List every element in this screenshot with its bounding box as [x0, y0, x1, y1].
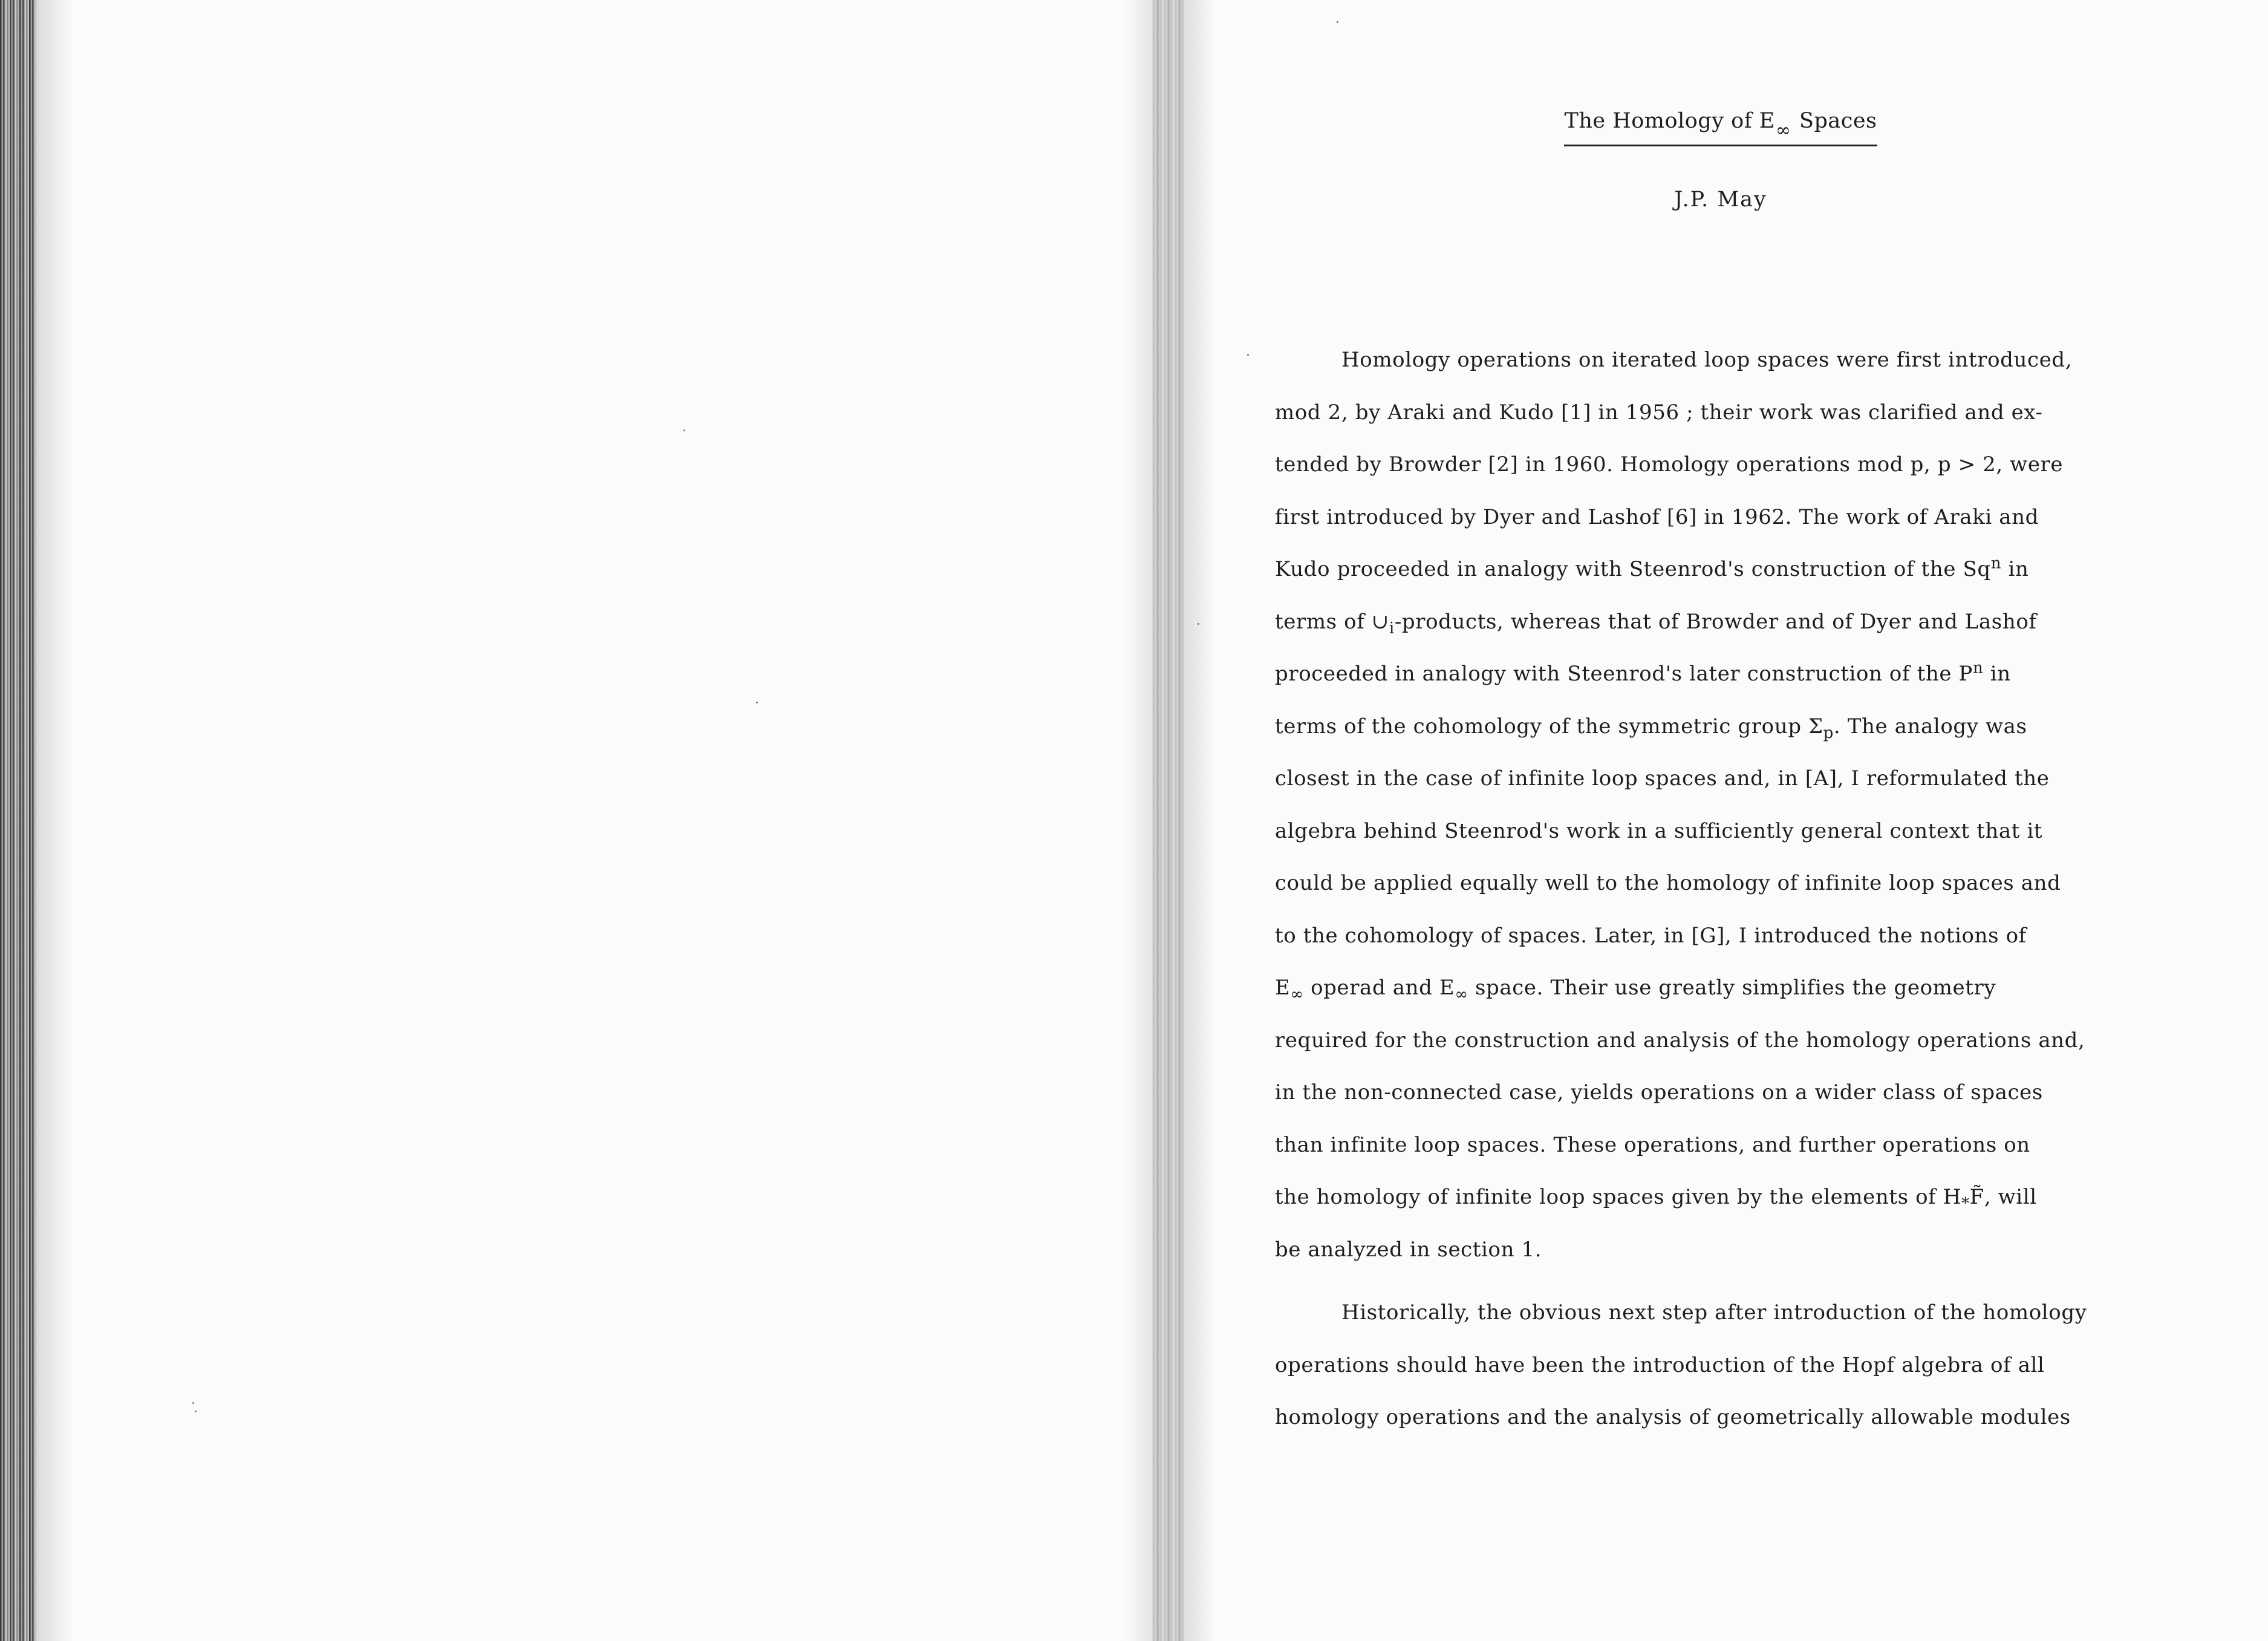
paper-title: The Homology of E∞ Spaces [1564, 109, 1877, 146]
text-line: operations should have been the introduction of the Hopf algebra of all [1275, 1352, 2045, 1377]
text-line: Kudo proceeded in analogy with Steenrod's construction of the Sq$^n$ in [1275, 554, 2029, 581]
left-edge-shadow [36, 0, 73, 1641]
text-line: mod 2, by Araki and Kudo [1] in 1956 ; their work was clarified and ex- [1275, 400, 2043, 425]
superscript: n [1990, 554, 2002, 573]
scan-speck [192, 1402, 194, 1404]
superscript: n [1972, 659, 1984, 677]
text-line: closest in the case of infinite loop spaces and, in [A], I reformulated the [1275, 766, 2050, 791]
right-page [1246, 0, 2214, 1641]
text-line: in the non-connected case, yields operations on a wider class of spaces [1275, 1080, 2043, 1104]
text-line: terms of $\cup_i$-products, whereas that of Browder and of Dyer and Lashof [1275, 609, 2037, 638]
text-line: algebra behind Steenrod's work in a sufficiently general context that it [1275, 818, 2043, 843]
left-binding-edge [0, 0, 36, 1641]
text-line: required for the construction and analysis of the homology operations and, [1275, 1028, 2085, 1052]
text-line: to the cohomology of spaces. Later, in [G], I introduced the notions of [1275, 923, 2027, 948]
gutter-shadow-left [1125, 0, 1152, 1641]
text-line: than infinite loop spaces. These operations, and further operations on [1275, 1132, 2030, 1157]
subscript: p [1823, 723, 1834, 742]
body-text [1275, 345, 2182, 1455]
text-line: first introduced by Dyer and Lashof [6] in 1962. The work of Araki and [1275, 504, 2039, 529]
text-line: proceeded in analogy with Steenrod's later construction of the $P^n$ in [1275, 659, 2011, 686]
paper-author: J.P. May [1674, 188, 1767, 212]
title-block [1246, 109, 2195, 146]
gutter-shadow-right [1185, 0, 1216, 1641]
scan-speck [1198, 623, 1199, 625]
text-line: the homology of infinite loop spaces given by the elements of $H_*F̃$, will [1275, 1185, 2037, 1213]
scan-speck [195, 1411, 197, 1412]
subscript: ∞ [1290, 985, 1304, 1003]
text-line: Historically, the obvious next step after introduction of the homology [1341, 1300, 2087, 1325]
text-line: Homology operations on iterated loop spaces were first introduced, [1341, 348, 2073, 372]
center-gutter [1152, 0, 1185, 1641]
subscript: i [1389, 619, 1395, 638]
text-line: be analyzed in section 1. [1275, 1237, 1542, 1262]
title-subscript: ∞ [1775, 120, 1791, 141]
text-line: tended by Browder [2] in 1960. Homology operations mod p, p > 2, were [1275, 452, 2064, 477]
subscript: ∞ [1455, 985, 1468, 1003]
text-line: could be applied equally well to the homology of infinite loop spaces and [1275, 871, 2061, 895]
text-line: homology operations and the analysis of geometrically allowable modules [1275, 1405, 2071, 1429]
text-line: $E_\infty$ operad and $E_\infty$ space. Their use greatly simplifies the geometry [1275, 976, 1996, 1003]
scan-speck [756, 702, 758, 703]
subscript: * [1961, 1194, 1970, 1213]
scan-speck [683, 429, 685, 431]
text-line: terms of the cohomology of the symmetric group $\Sigma_p$. The analogy was [1275, 714, 2027, 742]
